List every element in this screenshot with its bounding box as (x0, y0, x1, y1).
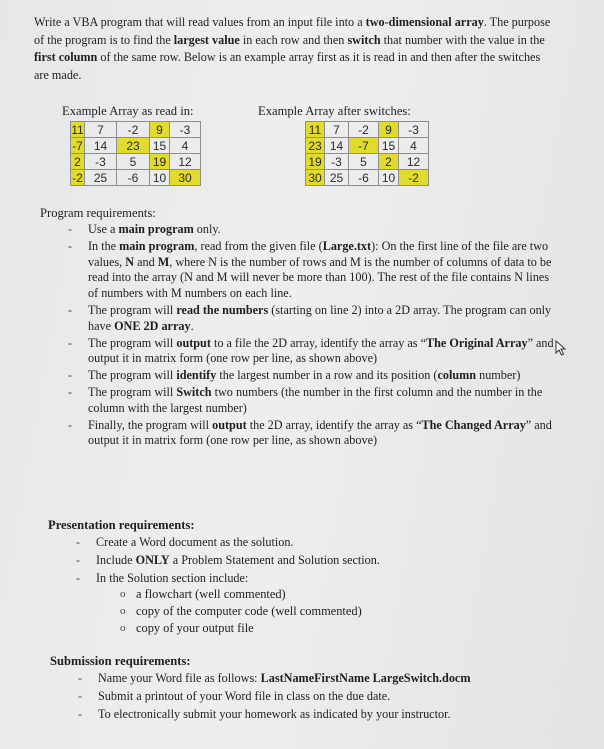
array-cell: 2 (379, 154, 399, 170)
array-read-in (70, 121, 201, 186)
array-cell: -3 (85, 154, 117, 170)
program-requirements-title: Program requirements: (40, 206, 156, 220)
list-item: - Finally, the program will output the 2D array, identify the array as “The Changed Array” and output it in matrix form (one row per line, as shown above) (66, 418, 556, 450)
array-cell: 25 (325, 170, 349, 186)
solution-contents-list (96, 586, 476, 637)
array-cell: 9 (150, 122, 170, 138)
presentation-requirements-title: Presentation requirements: (48, 518, 195, 532)
array-cell: 25 (85, 170, 117, 186)
array-cell: 14 (325, 138, 349, 154)
array-cell: 11 (306, 122, 325, 138)
table-row (71, 122, 201, 138)
program-requirements-list (66, 222, 556, 450)
list-item: - Create a Word document as the solution. (74, 534, 514, 551)
array-cell: 23 (117, 138, 150, 154)
list-item: - In the Solution section include: (74, 570, 514, 587)
list-item: - In the main program, read from the given file (Large.txt): On the first line of the file are two values, N and M, where N is the number of rows and M is the number of columns of data to be read into the array (N and M will never be more than 100). The rest of the file contains N lines of numbers with M numbers on each line. (66, 239, 556, 302)
array-cell: 30 (306, 170, 325, 186)
array-cell: 11 (71, 122, 84, 137)
array-cell: 10 (150, 170, 170, 186)
intro-paragraph (34, 14, 554, 84)
array-cell: 5 (117, 154, 150, 170)
array-cell: -6 (117, 170, 150, 186)
array-cell: -7 (349, 138, 379, 154)
table-row (71, 138, 201, 154)
array-cell: 15 (379, 138, 399, 154)
array-cell: 2 (71, 154, 85, 170)
array-cell: 10 (379, 170, 399, 186)
intro-text: . The purpose of the program is to find the (34, 15, 551, 47)
intro-text: Write a VBA program that will read values from an input file into a (34, 15, 366, 29)
array-cell: 12 (399, 154, 429, 170)
table-row (71, 154, 201, 170)
presentation-requirements-list (74, 534, 514, 588)
intro-text: that number with the value in the (380, 32, 545, 47)
array-cell: 12 (170, 154, 201, 170)
array-cell: 19 (150, 154, 170, 170)
submission-requirements-list (76, 670, 556, 724)
mouse-cursor-icon (555, 340, 567, 356)
array-cell: 7 (325, 122, 349, 138)
intro-text: in each row and then (239, 32, 348, 47)
list-item: o copy of the computer code (well commented) (96, 603, 476, 620)
table-row (306, 170, 429, 186)
array-cell: 30 (170, 170, 201, 186)
array-cell: -2 (349, 122, 379, 138)
array-cell: 14 (85, 138, 117, 154)
array-cell: 4 (399, 138, 429, 154)
table-row (306, 138, 429, 154)
after-caption: Example Array after switches: (258, 104, 411, 118)
read-in-caption: Example Array as read in: (62, 104, 194, 118)
list-item: - Name your Word file as follows: LastNameFirstName LargeSwitch.docm (76, 670, 556, 687)
array-cell: -2 (399, 170, 429, 186)
list-item: o a flowchart (well commented) (96, 586, 476, 603)
intro-bold: two-dimensional array (365, 15, 484, 29)
array-cell: 5 (349, 154, 379, 170)
array-cell: 7 (85, 122, 117, 138)
array-cell: 9 (379, 122, 399, 138)
intro-text: of the same row. Below is an example array first as it is read in and then after the switches are made. (34, 50, 541, 82)
array-cell: -3 (170, 122, 201, 138)
list-item: - Include ONLY a Problem Statement and Solution section. (74, 552, 514, 569)
list-item: - The program will output to a file the 2D array, identify the array as “The Original Array” and output it in matrix form (one row per line, as shown above) (66, 336, 556, 368)
array-after-switches (305, 121, 429, 186)
list-item: - The program will read the numbers (starting on line 2) into a 2D array. The program can only have ONE 2D array. (66, 303, 556, 335)
list-item: - The program will Switch two numbers (the number in the first column and the number in the column with the largest number) (66, 385, 556, 417)
submission-requirements-title: Submission requirements: (50, 654, 191, 668)
array-cell: -2 (117, 122, 150, 138)
array-cell: -3 (325, 154, 349, 170)
array-cell: -7 (72, 138, 83, 153)
table-row (71, 170, 201, 186)
array-cell: -3 (399, 122, 429, 138)
list-item: o copy of your output file (96, 620, 476, 637)
intro-bold: first column (34, 50, 98, 64)
list-item: - The program will identify the largest number in a row and its position (column number) (66, 368, 556, 384)
array-cell: 4 (170, 138, 201, 154)
array-cell: -6 (349, 170, 379, 186)
list-item: - Use a main program only. (66, 222, 556, 238)
array-cell: 19 (306, 154, 325, 170)
array-cell: -2 (72, 170, 83, 185)
list-item: - Submit a printout of your Word file in class on the due date. (76, 688, 556, 705)
table-row (306, 122, 429, 138)
list-item: - To electronically submit your homework as indicated by your instructor. (76, 706, 556, 723)
intro-bold: largest value (173, 32, 240, 47)
table-row (306, 154, 429, 170)
intro-bold: switch (347, 32, 381, 47)
array-cell: 23 (306, 138, 325, 154)
array-cell: 15 (150, 138, 170, 154)
